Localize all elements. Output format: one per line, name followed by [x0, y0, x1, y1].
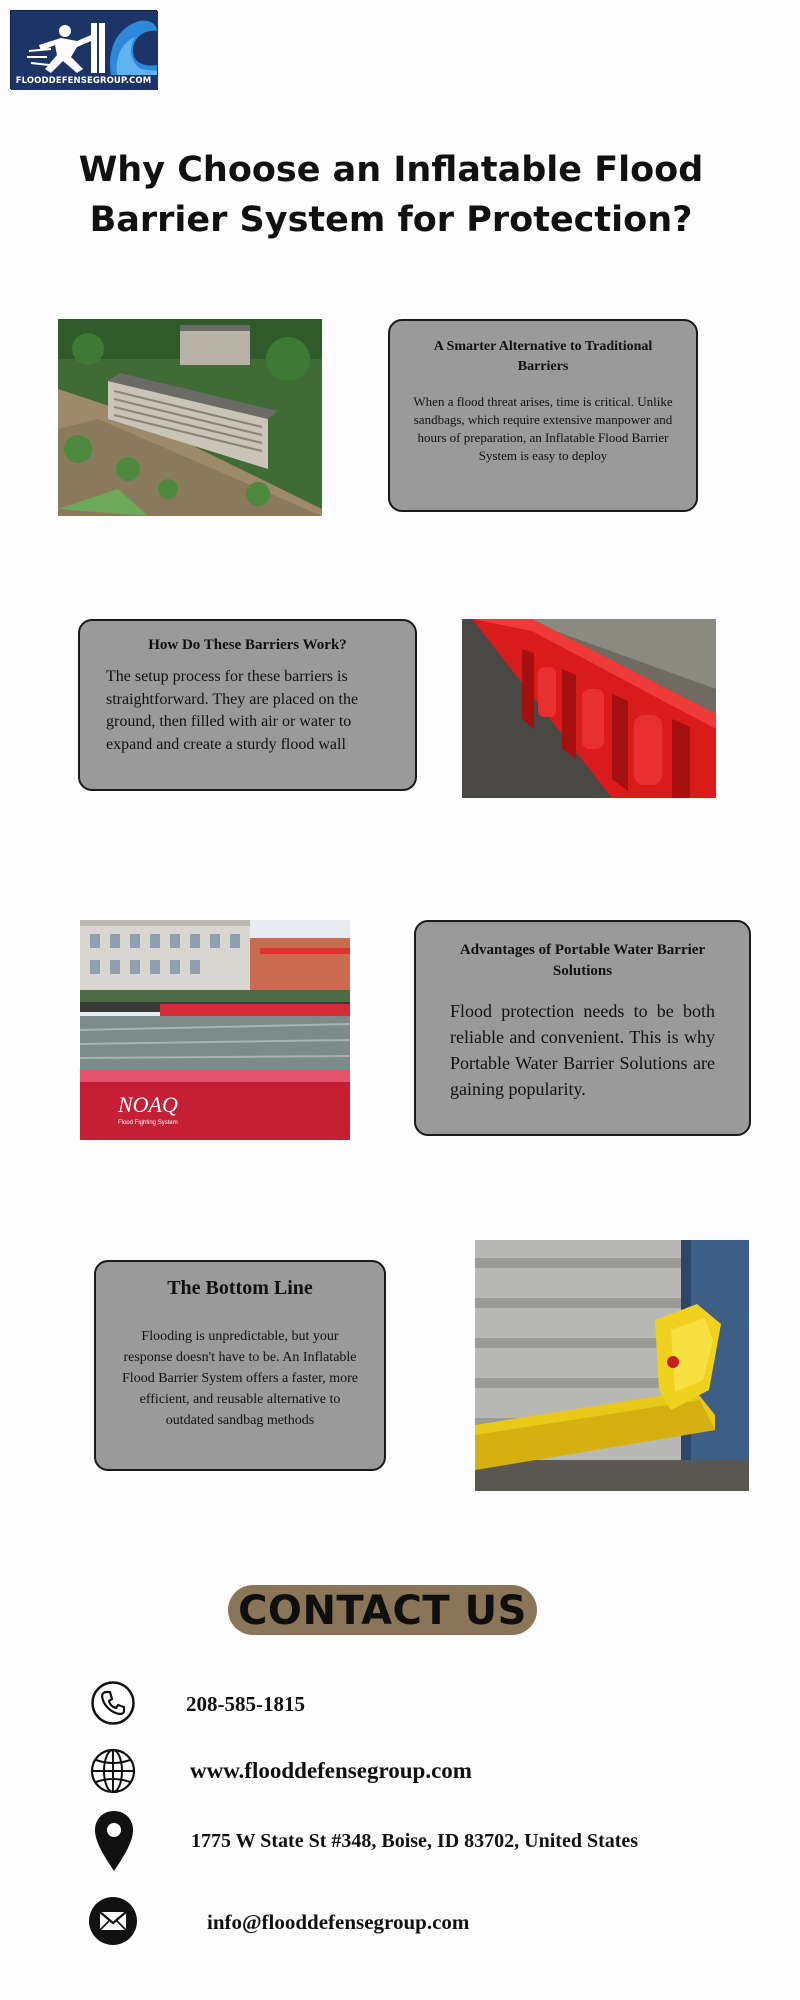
location-pin-icon: [94, 1810, 134, 1872]
section-heading: How Do These Barriers Work?: [148, 637, 347, 653]
barrier-brand-text: NOAQ: [118, 1092, 178, 1117]
contact-us-heading: CONTACT US: [228, 1585, 537, 1635]
aerial-flood-photo: [58, 319, 322, 516]
section-body: When a flood threat arises, time is critical. Unlike sandbags, which require extensive manpower and hours of preparation, an Inflatable Flood Barrier System is easy to deploy: [413, 394, 673, 463]
section-card-advantages: [414, 920, 751, 1136]
yellow-barrier-photo: [475, 1240, 749, 1491]
noaq-barrier-photo: [80, 920, 350, 1140]
section-body: Flooding is unpredictable, but your response doesn't have to be. An Inflatable Flood Barrier System offers a faster, more efficient, and reusable alternative to outdated sandbag methods: [122, 1329, 358, 1428]
globe-icon: [90, 1748, 136, 1794]
section-card-how-it-works: [78, 619, 417, 791]
section-heading: Advantages of Portable Water Barrier Solutions: [459, 942, 706, 979]
logo-wordmark: FLOODDEFENSEGROUP.COM: [15, 76, 152, 86]
section-card-bottom-line: [94, 1260, 386, 1471]
contact-address: 1775 W State St #348, Boise, ID 83702, United States: [191, 1830, 639, 1852]
section-heading: The Bottom Line: [167, 1277, 313, 1299]
red-barrier-photo: [462, 619, 716, 798]
email-icon: [88, 1896, 138, 1946]
barrier-tagline-text: Flood Fighting System: [118, 1120, 178, 1126]
section-body: The setup process for these barriers is straightforward. They are placed on the ground, then filled with air or water to expand and create a sturdy flood wall: [106, 668, 359, 753]
phone-icon: [90, 1680, 136, 1726]
section-card-alternative: [388, 319, 698, 512]
contact-email[interactable]: info@flooddefensegroup.com: [207, 1910, 470, 1934]
brand-logo[interactable]: [10, 10, 157, 89]
page-title: Why Choose an Inflatable Flood Barrier System for Protection?: [78, 150, 704, 240]
contact-phone[interactable]: 208-585-1815: [186, 1692, 305, 1716]
section-body: Flood protection needs to be both reliable and convenient. This is why Portable Water Barrier Solutions are gaining popularity.: [450, 1001, 715, 1099]
section-heading: A Smarter Alternative to Traditional Barriers: [433, 339, 653, 374]
contact-website[interactable]: www.flooddefensegroup.com: [190, 1758, 472, 1783]
